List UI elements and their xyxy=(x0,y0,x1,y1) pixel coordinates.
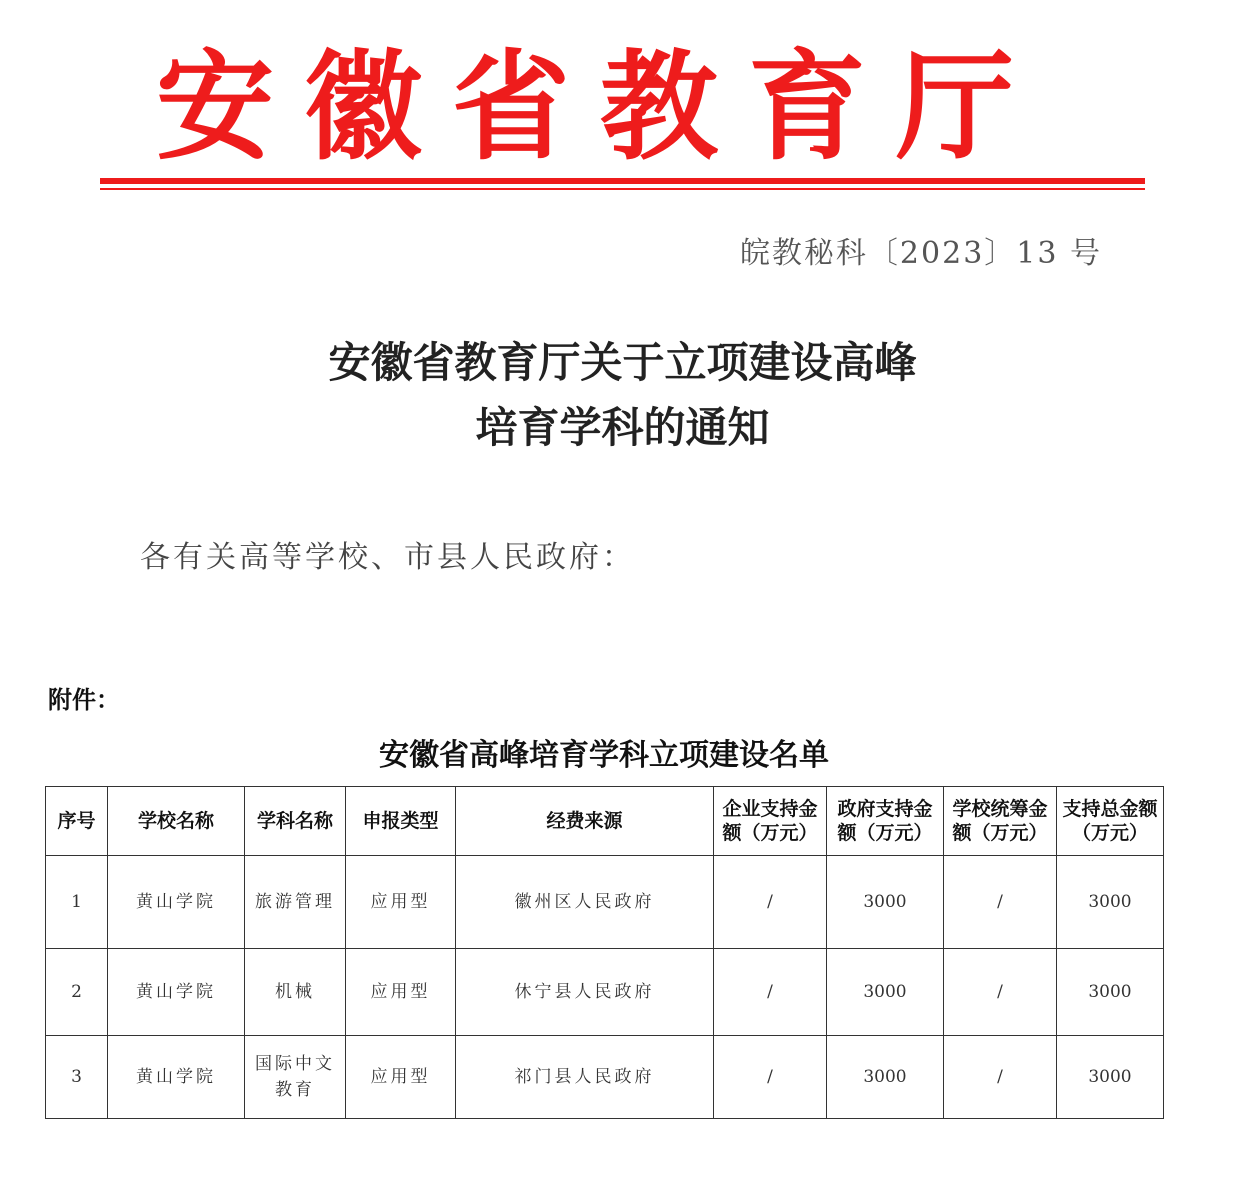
crop-gap xyxy=(0,603,1200,643)
cell-funding-source: 休宁县人民政府 xyxy=(456,949,714,1036)
list-title: 安徽省高峰培育学科立项建设名单 xyxy=(379,738,829,773)
col-header-discipline: 学科名称 xyxy=(245,787,346,856)
cell-discipline: 国际中文教育 xyxy=(245,1036,346,1119)
cell-funding-source: 徽州区人民政府 xyxy=(456,856,714,949)
notice-title-line2: 培育学科的通知 xyxy=(475,403,770,452)
table-row xyxy=(46,856,1164,949)
col-header-index: 序号 xyxy=(46,787,108,856)
cell-government-amount: 3000 xyxy=(827,1036,944,1119)
cell-total-amount: 3000 xyxy=(1057,1036,1164,1119)
table-row xyxy=(46,949,1164,1036)
col-header-school: 学校名称 xyxy=(108,787,245,856)
salutation: 各有关高等学校、市县人民政府： xyxy=(140,540,635,575)
col-header-total-amount: 支持总金额（万元） xyxy=(1057,787,1164,856)
cell-government-amount: 3000 xyxy=(827,856,944,949)
cell-discipline: 旅游管理 xyxy=(245,856,346,949)
cell-enterprise-amount: / xyxy=(714,949,827,1036)
cell-index: 1 xyxy=(46,856,108,949)
cell-school: 黄山学院 xyxy=(108,1036,245,1119)
col-header-school-amount: 学校统筹金额（万元） xyxy=(944,787,1057,856)
col-header-government-amount: 政府支持金额（万元） xyxy=(827,787,944,856)
notice-title-line1: 安徽省教育厅关于立项建设高峰 xyxy=(328,338,917,387)
col-header-enterprise-amount: 企业支持金额（万元） xyxy=(714,787,827,856)
red-rule-thick xyxy=(100,178,1145,184)
cell-type: 应用型 xyxy=(346,949,456,1036)
cell-school-amount: / xyxy=(944,1036,1057,1119)
discipline-table xyxy=(45,786,1164,1119)
table-header-row xyxy=(46,787,1164,856)
cell-discipline: 机械 xyxy=(245,949,346,1036)
cell-school-amount: / xyxy=(944,856,1057,949)
cell-total-amount: 3000 xyxy=(1057,856,1164,949)
cell-enterprise-amount: / xyxy=(714,856,827,949)
red-rule-thin xyxy=(100,188,1145,190)
col-header-funding-source: 经费来源 xyxy=(456,787,714,856)
cell-school-amount: / xyxy=(944,949,1057,1036)
document-number: 皖教秘科〔2023〕13 号 xyxy=(739,236,1102,271)
cell-government-amount: 3000 xyxy=(827,949,944,1036)
col-header-type: 申报类型 xyxy=(346,787,456,856)
attachment-label: 附件： xyxy=(48,686,120,714)
cell-type: 应用型 xyxy=(346,1036,456,1119)
cell-total-amount: 3000 xyxy=(1057,949,1164,1036)
table-row xyxy=(46,1036,1164,1119)
cell-type: 应用型 xyxy=(346,856,456,949)
cell-school: 黄山学院 xyxy=(108,949,245,1036)
masthead-title: 安徽省教育厅 xyxy=(155,37,1044,176)
cell-index: 2 xyxy=(46,949,108,1036)
cell-index: 3 xyxy=(46,1036,108,1119)
cell-enterprise-amount: / xyxy=(714,1036,827,1119)
cell-school: 黄山学院 xyxy=(108,856,245,949)
cell-funding-source: 祁门县人民政府 xyxy=(456,1036,714,1119)
